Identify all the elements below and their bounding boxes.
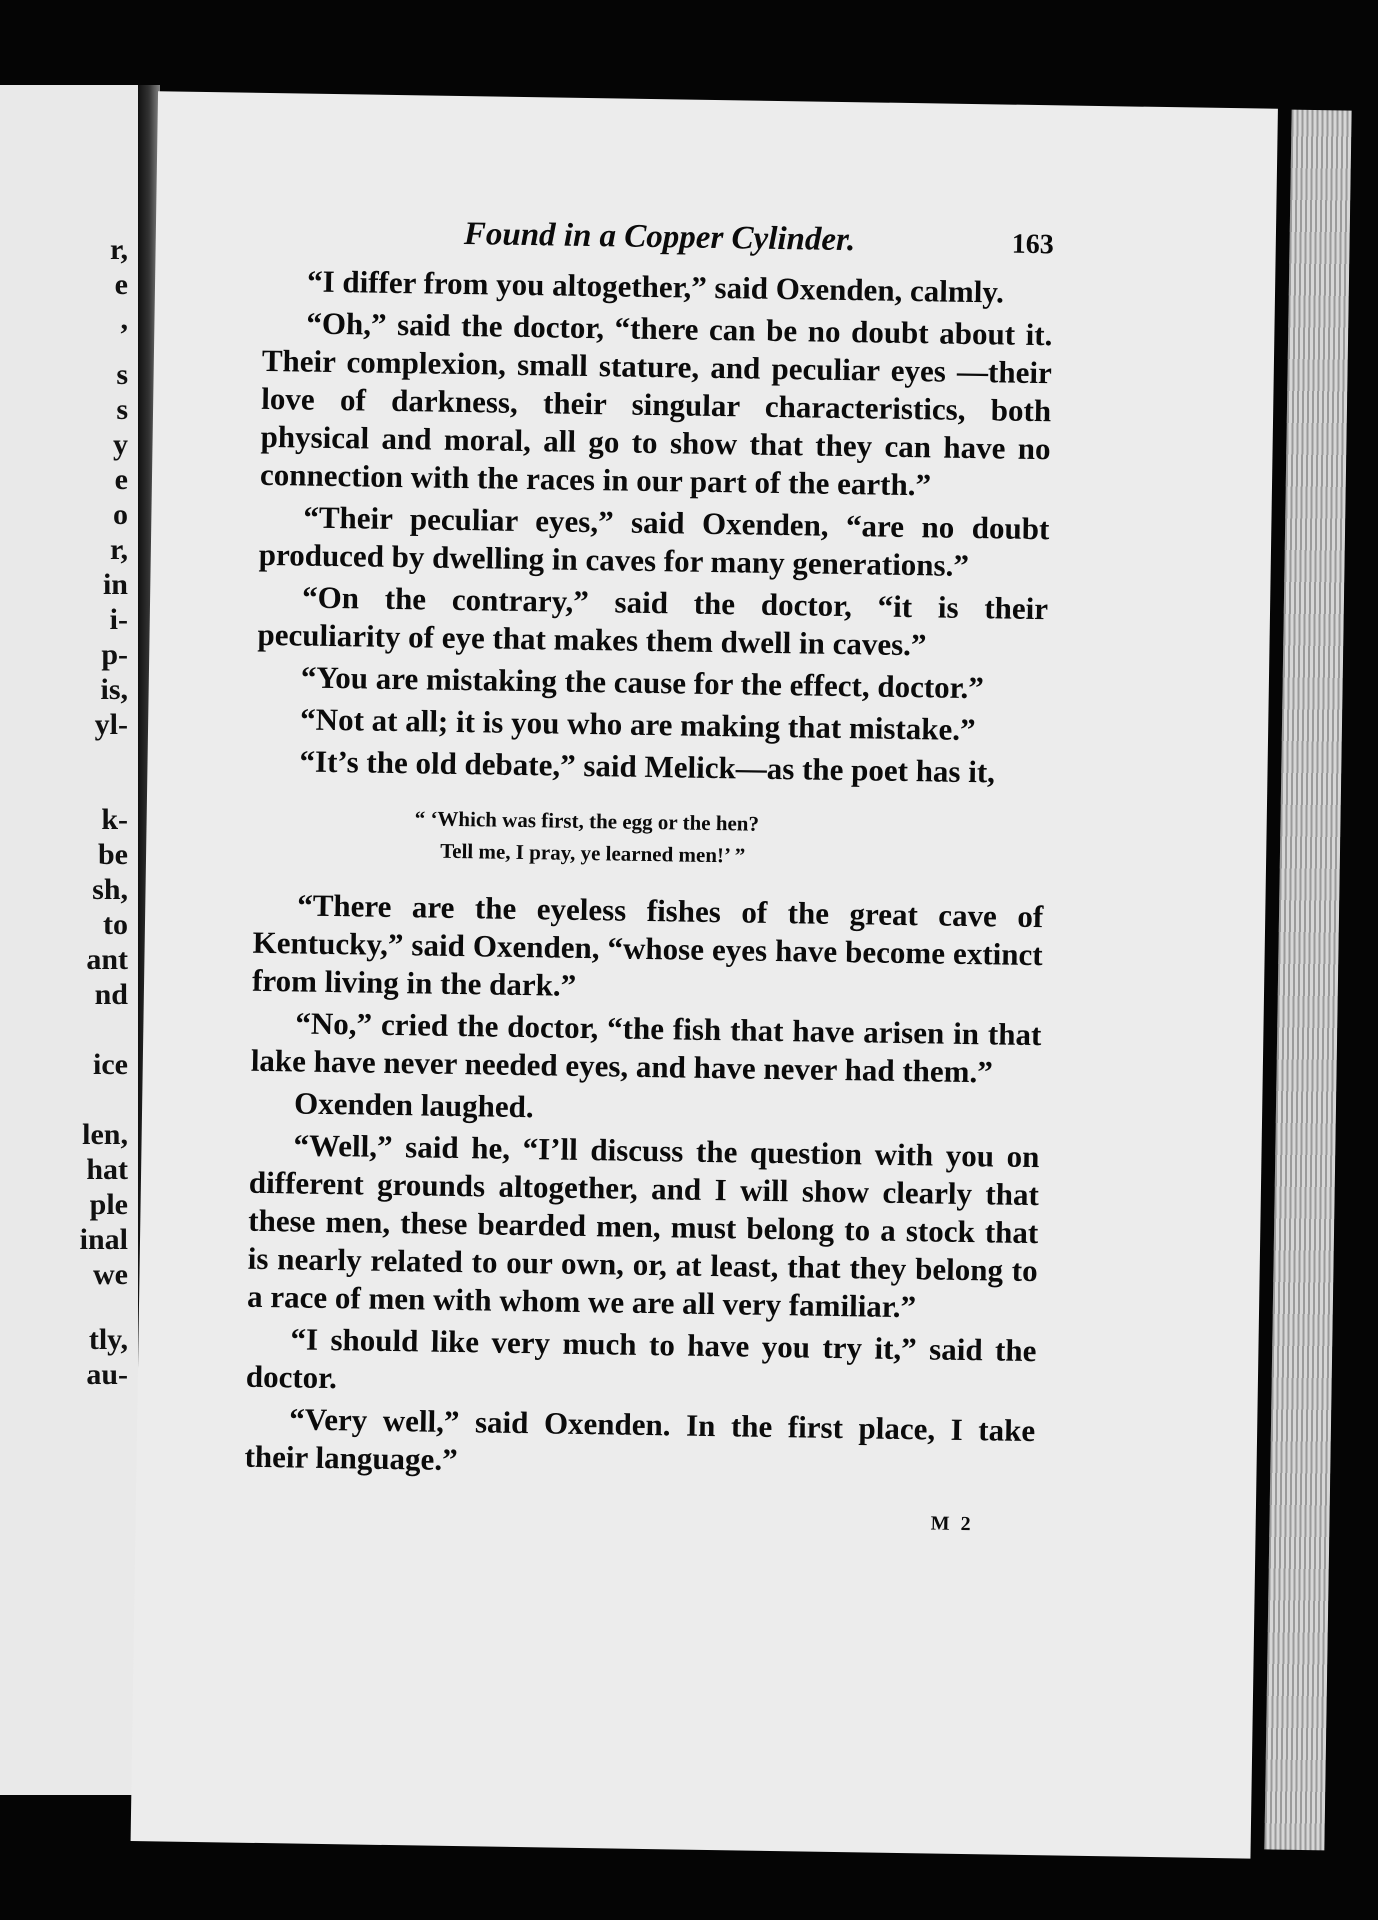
left-page-fragment: hat: [86, 1153, 128, 1186]
left-page-fragment: tly,: [88, 1323, 128, 1356]
left-page-fragment: e: [114, 268, 128, 301]
left-page-fragment: to: [103, 908, 128, 941]
paragraph: Oxenden laughed.: [293, 1085, 534, 1125]
verse-quotation: [414, 802, 1045, 876]
running-head: [264, 213, 1054, 262]
left-page-fragment: p-: [101, 638, 128, 671]
paragraph: “I should like very much to have you try it,” said the doctor.: [245, 1321, 1037, 1396]
signature-mark: M 2: [930, 1512, 974, 1536]
paragraph: “Very well,” said Oxenden. In the first place, I take their language.”: [244, 1401, 1036, 1478]
verse-line: Tell me, I pray, ye learned men!’ ”: [439, 838, 746, 868]
left-page-fragment: s: [116, 393, 128, 426]
left-page-fragment: o: [113, 498, 128, 531]
left-page-fragment: e: [114, 463, 128, 496]
left-page-fragment: i-: [109, 603, 128, 636]
left-page-fragment: ant: [86, 943, 128, 976]
page-number: 163: [1011, 228, 1055, 261]
left-page-fragment: yl-: [94, 708, 128, 741]
left-page-fragment: r,: [109, 533, 128, 566]
left-page-fragment: s: [116, 358, 128, 391]
paragraph: “Their peculiar eyes,” said Oxenden, “are no doubt produced by dwelling in caves for many generations.”: [258, 499, 1050, 583]
left-page-fragment: r,: [109, 233, 128, 266]
left-page-fragment: inal: [79, 1223, 128, 1256]
left-page-fragment: is,: [100, 673, 128, 706]
left-page-fragment: nd: [94, 978, 128, 1011]
left-page-fragment: sh,: [92, 873, 128, 906]
left-page-fragment: y: [113, 428, 128, 461]
left-page-fragment: ice: [93, 1048, 128, 1081]
left-page-fragment: ,: [120, 303, 128, 336]
book-page: [131, 91, 1278, 1858]
left-page-fragment: k-: [101, 803, 128, 836]
left-page-fragment: be: [98, 838, 128, 871]
page-edges: [1264, 110, 1351, 1851]
paragraph: “Not at all; it is you who are making that mistake.”: [299, 701, 976, 748]
left-page-fragment: we: [93, 1258, 128, 1291]
left-page-fragment: au-: [86, 1358, 128, 1391]
paragraph: “You are mistaking the cause for the effect, doctor.”: [300, 659, 985, 706]
previous-page: [0, 85, 144, 1795]
paragraph: “I differ from you altogether,” said Oxenden, calmly.: [306, 263, 1005, 310]
paragraph: “On the contrary,” said the doctor, “it is their peculiarity of eye that makes them dwell in caves.”: [257, 579, 1049, 663]
left-page-fragment: len,: [82, 1118, 128, 1151]
left-page-fragment: ple: [89, 1188, 128, 1221]
paragraph: “It’s the old debate,” said Melick—as the poet has it,: [299, 743, 996, 790]
paragraph: “No,” cried the doctor, “the fish that have arisen in that lake have never needed eyes, and have never had them.”: [250, 1005, 1042, 1090]
page-content: [244, 213, 1055, 1537]
verse-line: “ ‘Which was first, the egg or the hen?: [414, 806, 760, 836]
left-page-fragment: in: [102, 568, 128, 601]
paragraph: “There are the eyeless fishes of the great cave of Kentucky,” said Oxenden, “whose eyes have become extinct from living in the dark.”: [251, 887, 1044, 1003]
paragraph: “Well,” said he, “I’ll discuss the question with you on different grounds altogether, and I will show clearly that these men, these bearded men, must belong to a stock that is nearly related to our own, or, at least, that they belong to a race of men with whom we are all very familiar.”: [246, 1127, 1040, 1325]
paragraph: “Oh,” said the doctor, “there can be no doubt about it. Their complexion, small stature, and peculiar eyes —their love of darkness, their singular characteristics, both physical and moral, all go to show that they can have no connection with the races in our part of the earth.”: [259, 305, 1053, 503]
running-title: Found in a Copper Cylinder.: [463, 216, 856, 259]
